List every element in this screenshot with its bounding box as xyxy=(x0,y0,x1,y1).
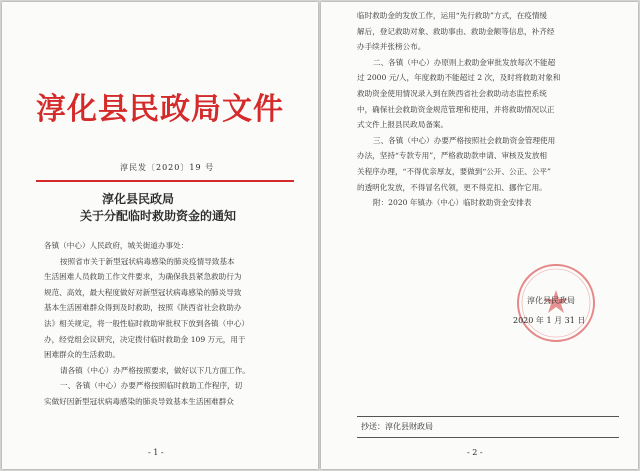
document-number: 淳民发〔2020〕19 号 xyxy=(120,163,215,172)
page-2-body xyxy=(357,8,619,211)
page-number-2: - 2 - xyxy=(467,448,483,457)
page-1-body xyxy=(44,238,304,410)
title-line-2: 关于分配临时救助资金的通知 xyxy=(80,209,237,223)
page-number-1: - 1 - xyxy=(148,448,164,457)
body-line: 三、各镇（中心）办要严格按照社会救助资金管理使用 xyxy=(373,135,556,145)
body-line: 中，确保社会救助资金规范管理和使用，并将救助情况以正 xyxy=(357,104,555,114)
document-page-1 xyxy=(2,2,318,469)
body-line: 办，经党组会议研究，决定拨付临时救助金 109 万元，用于 xyxy=(44,334,246,344)
body-line: 一、各镇（中心）办要严格按照临时救助工作程序，切 xyxy=(60,381,243,391)
body-line: 解后，登记救助对象、救助事由、救助金额等信息，补齐经 xyxy=(357,26,555,36)
signature-org: 淳化县民政局 xyxy=(527,296,575,305)
body-line: 困难群众的生活救助。 xyxy=(44,350,120,360)
body-line: 临时救助金的发放工作，运用“先行救助”方式，在疫情缓 xyxy=(357,11,548,20)
body-line: 各镇（中心）人民政府，城关街道办事处： xyxy=(44,241,189,250)
body-line: 式文件上报县民政局备案。 xyxy=(357,120,449,130)
body-line: 请各镇（中心）办严格按照要求，做好以下几方面工作。 xyxy=(60,365,250,375)
body-line: 生活困难人员救助工作文件要求，为确保我县紧急救助行为 xyxy=(44,272,242,282)
document-header: 淳化县民政局文件 xyxy=(36,92,284,127)
title-line-1: 淳化县民政局 xyxy=(102,192,175,206)
cc-divider-top xyxy=(357,416,619,417)
body-line: 规范、高效，最大程度做好对新型冠状病毒感染的肺炎导致 xyxy=(44,287,242,297)
body-line: 实做好因新型冠状病毒感染的肺炎导致基本生活困难群众 xyxy=(44,396,234,406)
cc-divider-bottom xyxy=(357,437,619,438)
body-line: 基本生活困难群众得到及时救助，按照《陕西省社会救助办 xyxy=(44,303,242,313)
body-line: 办法，坚持“专款专用”，严格救助款申请、审核及发放相 xyxy=(357,151,548,161)
document-page-2 xyxy=(321,2,638,469)
body-line: 救助资金使用情况录入到在陕西省社会救助动态监控系统 xyxy=(357,88,547,98)
cc-line: 抄送：淳化县财政局 xyxy=(361,422,433,431)
body-line: 关程序办理，“不得优亲厚友，要做到“公开、公正、公平” xyxy=(357,166,551,176)
body-line: 过 2000 元/人，年度救助不能超过 2 次，及时将救助对象和 xyxy=(357,73,561,83)
body-line: 附：2020 年镇办（中心）临时救助资金安排表 xyxy=(373,198,532,208)
body-line: 法》相关规定，将一般性临时救助审批权下放到各镇（中心） xyxy=(44,318,250,328)
body-line: 按照省市关于新型冠状病毒感染的肺炎疫情导致基本 xyxy=(60,256,235,266)
body-line: 二、各镇（中心）办原则上救助金审批发放每次不能超 xyxy=(373,57,556,67)
body-line: 的透明化发放，不得冒名代领，更不得克扣、挪作它用。 xyxy=(357,182,547,192)
body-line: 办手续并张榜公布。 xyxy=(357,42,426,52)
signature-date: 2020 年 1 月 31 日 xyxy=(513,316,586,325)
red-divider-line xyxy=(36,180,294,182)
